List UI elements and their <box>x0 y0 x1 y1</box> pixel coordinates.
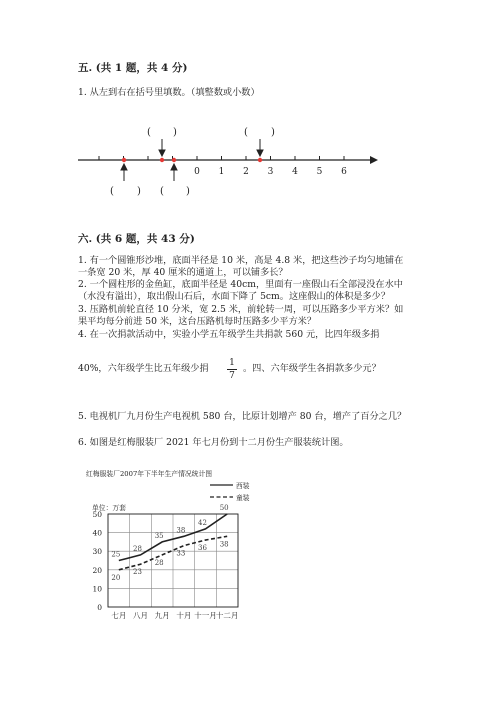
question-6-4-line2b: 。四、六年级学生各捐款多少元？ <box>243 363 381 374</box>
question-6-2-line1: 2. 一个圆柱形的金鱼缸，底面半径是 40cm，里面有一座假山石全部浸没在水中 <box>78 279 403 290</box>
number-line <box>0 115 500 200</box>
paren-bottom-right-open: ( <box>160 186 164 197</box>
paren-top-left-close: ) <box>173 127 177 138</box>
question-6-5: 5. 电视机厂九月份生产电视机 580 台，比原计划增产 80 台，增产了百分之几？ <box>78 411 407 422</box>
data-label: 35 <box>154 531 164 540</box>
fraction-bar <box>227 369 237 370</box>
data-label: 28 <box>154 558 164 567</box>
question-6-3-line2: 果平均每分前进 50 米，这台压路机每时压路多少平方米？ <box>78 316 317 327</box>
y-tick-label: 20 <box>92 565 102 575</box>
red-point-a <box>122 158 126 162</box>
question-6-4-line2a: 40%，六年级学生比五年级少捐 <box>78 363 209 374</box>
tick-label: 6 <box>341 167 347 177</box>
fraction-one-seventh <box>227 358 237 381</box>
y-tick-label: 10 <box>92 584 102 594</box>
data-label: 50 <box>219 504 229 512</box>
legend-label-kids: 童装 <box>236 494 250 502</box>
x-tick-label: 十一月 <box>194 611 217 620</box>
question-6-2-line2: （水没有溢出），取出假山石后，水面下降了 5cm。这座假山的体积是多少？ <box>78 291 391 302</box>
question-6-1-line2: 一条宽 20 米，厚 40 厘米的通道上，可以铺多长？ <box>78 267 288 278</box>
data-label: 28 <box>133 544 142 553</box>
fraction-numerator: 1 <box>229 358 235 368</box>
data-label: 38 <box>219 540 229 549</box>
x-tick-label: 十月 <box>176 611 192 620</box>
y-tick-label: 30 <box>92 547 102 557</box>
tick-label: 1 <box>218 167 225 177</box>
x-tick-label: 九月 <box>154 611 170 620</box>
tick-label: 4 <box>292 167 298 177</box>
fraction-denominator: 7 <box>229 371 235 381</box>
red-point-d <box>258 158 262 162</box>
x-tick-label: 十二月 <box>215 611 239 620</box>
paren-top-right-close: ) <box>271 127 275 138</box>
data-label: 25 <box>111 550 121 559</box>
y-tick-label: 50 <box>92 510 102 519</box>
tick-label: 3 <box>267 167 274 177</box>
data-label: 36 <box>198 544 207 553</box>
y-tick-label: 40 <box>92 528 102 538</box>
paren-bottom-right-close: ) <box>186 186 190 197</box>
arrow-up-a-head <box>121 164 127 170</box>
question-6-4-line1: 4. 在一次捐款活动中，实验小学五年级学生共捐款 560 元，比四年级多捐 <box>78 329 380 340</box>
tick-label: 0 <box>194 167 200 177</box>
data-label: 33 <box>176 549 186 558</box>
question-6-1-line1: 1. 有一个圆锥形沙堆，底面半径是 10 米，高是 4.8 米，把这些沙子均匀地铺在 <box>78 255 404 266</box>
data-label: 38 <box>176 526 186 535</box>
x-tick-label: 七月 <box>111 611 127 620</box>
number-line-arrowhead <box>370 156 378 164</box>
legend-label-suits: 西装 <box>236 482 250 490</box>
question-6-6: 6. 如图是红梅服装厂 2021 年七月份到十二月份生产服装统计图。 <box>78 437 349 448</box>
data-label: 42 <box>198 518 207 527</box>
paren-bottom-left-close: ) <box>137 186 141 197</box>
data-label: 20 <box>111 573 121 582</box>
arrow-down-d-head <box>257 150 263 156</box>
section-6-title: 六. (共 6 题，共 43 分) <box>78 233 195 245</box>
section-5-title: 五. (共 1 题，共 4 分) <box>78 62 188 74</box>
red-point-b <box>160 158 164 162</box>
red-point-c <box>172 158 176 162</box>
tick-label: 2 <box>243 167 249 177</box>
x-tick-label: 八月 <box>133 611 148 620</box>
paren-top-left-open: ( <box>147 127 151 138</box>
tick-label: 5 <box>316 167 323 177</box>
line-chart <box>70 464 270 624</box>
arrow-down-b-head <box>159 150 165 156</box>
chart-title: 红梅服装厂2007年下半年生产情况统计图 <box>86 470 213 478</box>
paren-top-right-open: ( <box>244 127 248 138</box>
question-6-3-line1: 3. 压路机前轮直径 10 分米，宽 2.5 米，前轮转一周，可以压路多少平方米？如 <box>78 304 404 315</box>
chart-unit-label: 单位：万套 <box>92 504 126 512</box>
question-5-1: 1. 从左到右在括号里填数。（填整数或小数） <box>78 87 260 98</box>
arrow-up-c-head <box>171 164 177 170</box>
paren-bottom-left-open: ( <box>110 186 114 197</box>
data-label: 23 <box>133 568 142 577</box>
y-tick-label: 0 <box>97 603 102 612</box>
